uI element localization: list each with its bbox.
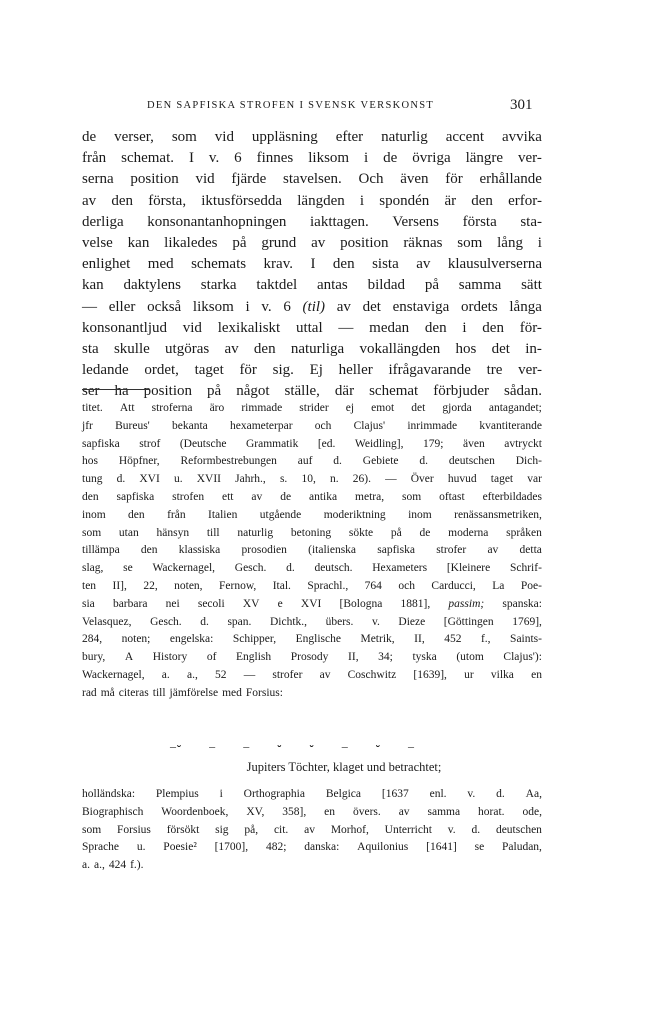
- footnote-line: titet. Att stroferna äro rimmade strider ej emot det gjorda antagandet;: [82, 402, 542, 414]
- body-line: av den första, iktusförsedda längden i spondén är den erfor-: [82, 192, 542, 209]
- body-text: [82, 127, 542, 402]
- body-line: serna position vid fjärde stavelsen. Och även för erhållande: [82, 171, 542, 188]
- body-line: ledande ordet, taget för sig. Ej heller ifrågavarande tre ver-: [82, 362, 542, 379]
- meter-mark: ⏑: [375, 738, 381, 753]
- footnote-line: a. a., 424 f.).: [82, 859, 144, 872]
- footnote-divider: [82, 389, 150, 390]
- body-line: ser ha position på något ställe, där schemat förbjuder sådan.: [82, 383, 542, 400]
- meter-mark: ⏑: [277, 738, 283, 753]
- footnote-line: Sprache u. Poesie² [1700], 482; danska: Aquilonius [1641] se Paludan,: [82, 841, 542, 854]
- body-line: sta skulle utgöras av den naturliga vokallängden hos det in-: [82, 340, 542, 357]
- footnote-line: den sapfiska strofen ett av de antika metra, som oftast efterbildades: [82, 490, 542, 503]
- meter-scheme: [170, 738, 415, 754]
- footnote-line: inom den från Italien utgående moderiktning inom renässansmetriken,: [82, 508, 542, 521]
- meter-mark: –: [407, 738, 415, 753]
- footnote-line: tillämpa den klassiska prosodien (italienska sapfiska strofer av detta: [82, 544, 542, 557]
- body-line: de verser, som vid uppläsning efter naturlig accent avvika: [82, 129, 542, 145]
- body-line: enlighet med schemats krav. I den sista av klausulverserna: [82, 256, 542, 273]
- footnote-line: Biographisch Woordenboek, XV, 358], en övers. av samma horat. ode,: [82, 805, 542, 818]
- body-line: velse kan likaledes på grund av position räknas som lång i: [82, 234, 542, 251]
- footnote-line: slag, se Wackernagel, Gesch. d. deutsch. Hexameters [Kleinere Schrif-: [82, 562, 542, 575]
- footnote-line: bury, A History of English Prosody II, 34; tyska (utom Clajus'):: [82, 651, 542, 664]
- body-line: — eller också liksom i v. 6 (til) av det enstaviga ordets långa: [82, 298, 542, 315]
- footnote-line: som Forsius försökt sig på, cit. av Morhof, Unterricht v. d. deutschen: [82, 823, 542, 836]
- footnote-text-continued: [82, 786, 542, 875]
- body-line: konsonantljud vid lexikaliskt uttal — medan den i den för-: [82, 319, 542, 336]
- footnote-line: jfr Bureus' bekanta hexameterpar och Clajus' inrimmade kvantiterande: [82, 419, 542, 432]
- meter-mark: –: [243, 738, 251, 753]
- footnote-text: [82, 400, 542, 703]
- footnote-line: 284, noten; engelska: Schipper, Englische Metrik, II, 452 f., Saints-: [82, 633, 542, 646]
- footnote-line: sia barbara nei secoli XV e XVI [Bologna 1881], passim; spanska:: [82, 597, 542, 610]
- footnote-line: Wackernagel, a. a., 52 — strofer av Coschwitz [1639], ur vilka en: [82, 668, 542, 681]
- body-line: från schemat. I v. 6 finnes liksom i de övriga längre ver-: [82, 150, 542, 167]
- footnote-line: ten II], 22, noten, Fernow, Ital. Sprachl., 764 och Carducci, La Poe-: [82, 579, 542, 592]
- footnote-line: rad må citeras till jämförelse med Forsius:: [82, 686, 283, 699]
- meter-mark: –: [341, 738, 349, 753]
- body-line: kan daktylens starka taktdel antas bildad på samma sätt: [82, 277, 542, 294]
- footnote-line: sapfiska strof (Deutsche Grammatik [ed. Weidling], 179; även avtryckt: [82, 437, 542, 450]
- page-header: [0, 97, 672, 120]
- footnote-line: Velasquez, Gesch. d. span. Dichtk., übers. v. Dieze [Göttingen 1769],: [82, 615, 542, 628]
- running-title: DEN SAPFISKA STROFEN I SVENSK VERSKONST: [147, 100, 435, 111]
- page-number: 301: [510, 97, 533, 113]
- footnote-line: som utan hänsyn till naturlig betoning sökte på de moderna språken: [82, 526, 542, 539]
- meter-mark: ⏑: [309, 738, 315, 753]
- meter-mark: –: [209, 738, 217, 753]
- footnote-line: tung d. XVI u. XVII Jahrh., s. 10, n. 26). — Över huvud taget var: [82, 473, 542, 486]
- footnote-line: holländska: Plempius i Orthographia Belgica [1637 enl. v. d. Aa,: [82, 788, 542, 800]
- body-line: derliga konsonantanhopningen iakttagen. Versens första sta-: [82, 213, 542, 230]
- meter-mark: –⏑: [170, 738, 182, 753]
- quoted-verse: Jupiters Töchter, klaget und betrachtet;: [246, 760, 442, 774]
- footnote-line: hos Höpfner, Reformbestrebungen auf d. Gebiete d. deutschen Dich-: [82, 455, 542, 468]
